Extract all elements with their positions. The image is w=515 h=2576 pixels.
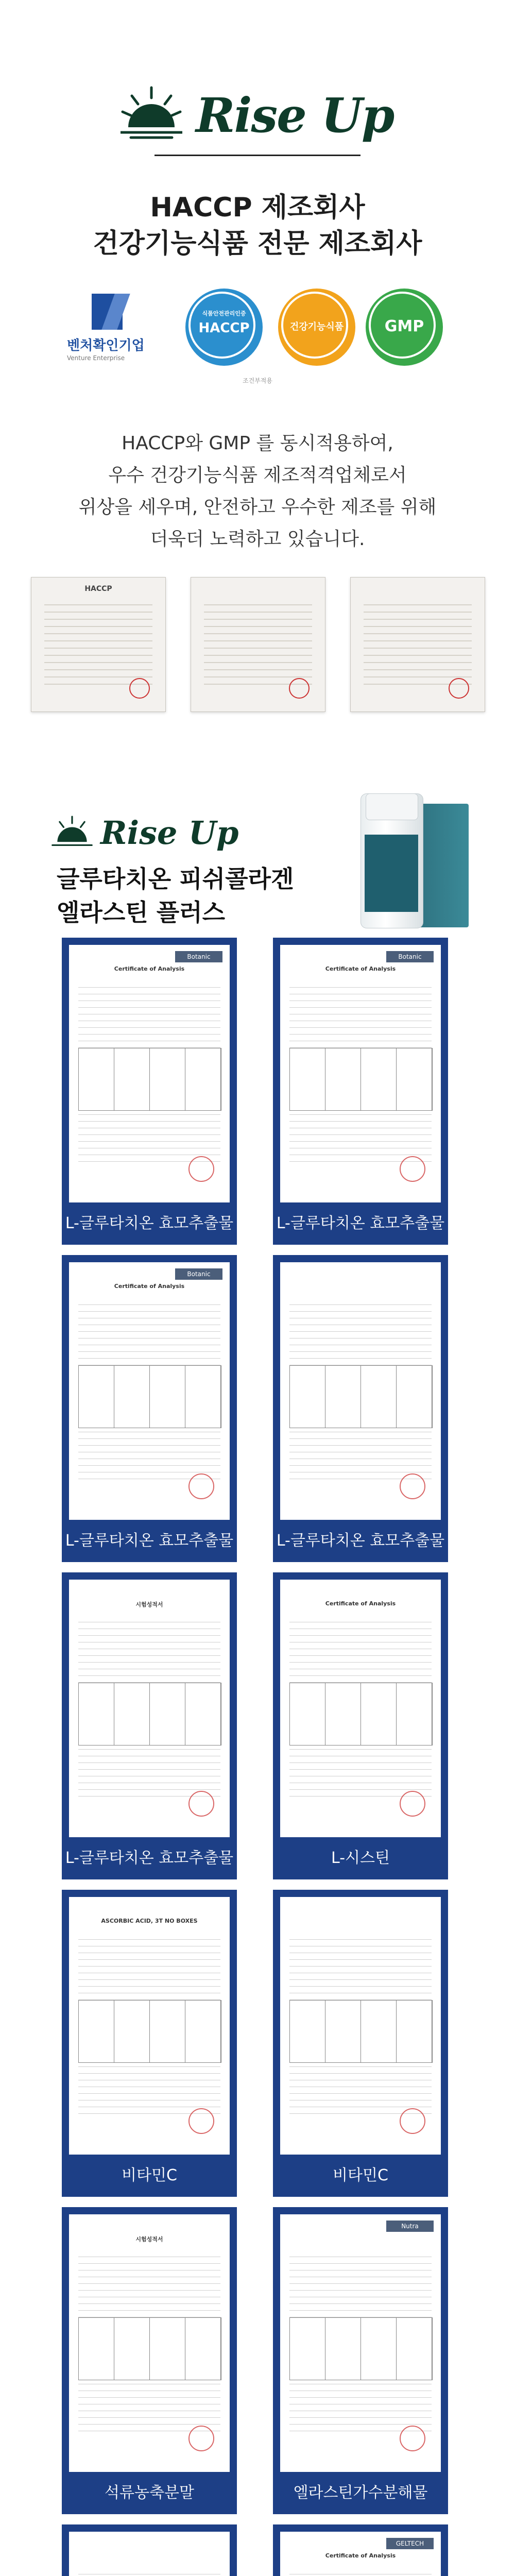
venture-label: 벤처확인기업 (67, 338, 145, 353)
ingredient-caption: L-글루타치온 효모추출물 (65, 1214, 234, 1232)
analysis-document (280, 1897, 441, 2155)
stamp-icon (188, 2426, 214, 2451)
analysis-card (273, 1890, 448, 2197)
analysis-document (280, 2214, 441, 2472)
stamp-icon (129, 678, 150, 699)
analysis-card (273, 2524, 448, 2576)
brand-logo (0, 77, 515, 144)
analysis-card (62, 1572, 237, 1879)
ingredient-caption: L-글루타치온 효모추출물 (65, 1849, 234, 1867)
manufacturing-certificate (350, 577, 485, 712)
headline-health: 건강기능식품 전문 제조회사 (93, 228, 422, 259)
stamp-icon (400, 1791, 425, 1817)
document-table (289, 1365, 433, 1428)
stamp-icon (449, 678, 469, 699)
ingredient-caption: L-글루타치온 효모추출물 (276, 1532, 445, 1550)
ingredient-caption: L-시스틴 (331, 1849, 390, 1867)
document-table (78, 2317, 221, 2380)
headline-haccp: HACCP 제조회사 (150, 192, 365, 223)
ingredient-caption: 엘라스틴가수분해물 (293, 2484, 428, 2502)
ingredient-caption: L-글루타치온 효모추출물 (65, 1532, 234, 1550)
venture-badge (67, 294, 144, 371)
certificate-images (0, 577, 515, 732)
haccp-certificate: HACCP (31, 577, 166, 712)
brand-name: Rise Up (196, 88, 394, 143)
rising-sun-icon (52, 814, 93, 850)
supplier-logo: GELTECH (386, 2538, 434, 2549)
document-table (78, 1365, 221, 1428)
analysis-card (62, 1255, 237, 1562)
analysis-card (62, 2524, 237, 2576)
supplier-logo: Nutra (386, 2221, 434, 2232)
gmp-seal: GMP (366, 289, 443, 366)
stamp-icon (289, 678, 310, 699)
analysis-document (69, 1262, 230, 1520)
document-title: ASCORBIC ACID, 3T NO BOXES (101, 1918, 198, 1924)
stamp-icon (400, 1473, 425, 1499)
document-table (289, 1048, 433, 1111)
document-title: Certificate of Analysis (114, 1283, 185, 1290)
document-title: 시험성적서 (135, 1601, 163, 1608)
stamp-icon (188, 2108, 214, 2134)
document-title: Certificate of Analysis (325, 1600, 396, 1607)
document-title: Certificate of Analysis (325, 2552, 396, 2559)
document-table (78, 1048, 221, 1111)
supplier-logo: Botanic (175, 1268, 222, 1280)
stamp-icon (400, 2426, 425, 2451)
certification-badges (0, 289, 515, 397)
ingredient-caption: 비타민C (333, 2166, 388, 2184)
analysis-card (62, 1890, 237, 2197)
analysis-document (280, 945, 441, 1202)
supplier-logo: Botanic (175, 951, 222, 962)
ingredient-caption: 석류농축분말 (105, 2484, 194, 2502)
stamp-icon (188, 1473, 214, 1499)
badge-caption: 조건부적용 (243, 377, 272, 384)
ingredient-caption: L-글루타치온 효모추출물 (276, 1214, 445, 1232)
analysis-card (273, 1572, 448, 1879)
health-food-seal: 건강기능식품 (278, 289, 355, 366)
venture-sub: Venture Enterprise (67, 354, 125, 362)
analysis-card (62, 2207, 237, 2514)
document-title: Certificate of Analysis (325, 965, 396, 972)
document-title: Certificate of Analysis (114, 965, 185, 972)
document-table (289, 2317, 433, 2380)
analysis-document (69, 2532, 230, 2576)
analysis-document (280, 1580, 441, 1837)
rising-sun-icon (121, 83, 182, 140)
analysis-document (280, 2532, 441, 2576)
product-name-line2: 엘라스틴 플러스 (57, 899, 226, 926)
analysis-document (69, 1580, 230, 1837)
analysis-document (69, 1897, 230, 2155)
supplier-logo: Botanic (386, 951, 434, 962)
analysis-document (69, 945, 230, 1202)
divider (154, 155, 360, 156)
ingredient-caption: 비타민C (122, 2166, 177, 2184)
document-title: 시험성적서 (135, 2236, 163, 2243)
document-table (78, 2000, 221, 2063)
analysis-card (273, 938, 448, 1245)
stamp-icon (188, 1156, 214, 1182)
description: HACCP와 GMP 를 동시적용하여, 우수 건강기능식품 제조적격업체로서 위상을 세우며, 안전하고 우수한 제조를 위해 더욱더 노력하고 있습니다. (78, 433, 437, 550)
stamp-icon (188, 1791, 214, 1817)
product-name-line1: 글루타치온 피쉬콜라겐 (57, 865, 294, 893)
stamp-icon (400, 1156, 425, 1182)
analysis-document (280, 1262, 441, 1520)
brand-name-small: Rise Up (100, 814, 239, 852)
intro-section (0, 0, 515, 773)
document-table (289, 1683, 433, 1745)
analysis-document (69, 2214, 230, 2472)
product-image (360, 793, 458, 938)
haccp-seal: 식품안전관리인증 HACCP (185, 289, 263, 366)
analysis-card (62, 938, 237, 1245)
document-table (289, 2000, 433, 2063)
analysis-card (273, 1255, 448, 1562)
stamp-icon (400, 2108, 425, 2134)
document-table (78, 1683, 221, 1745)
analysis-card (273, 2207, 448, 2514)
gmp-certificate (191, 577, 325, 712)
